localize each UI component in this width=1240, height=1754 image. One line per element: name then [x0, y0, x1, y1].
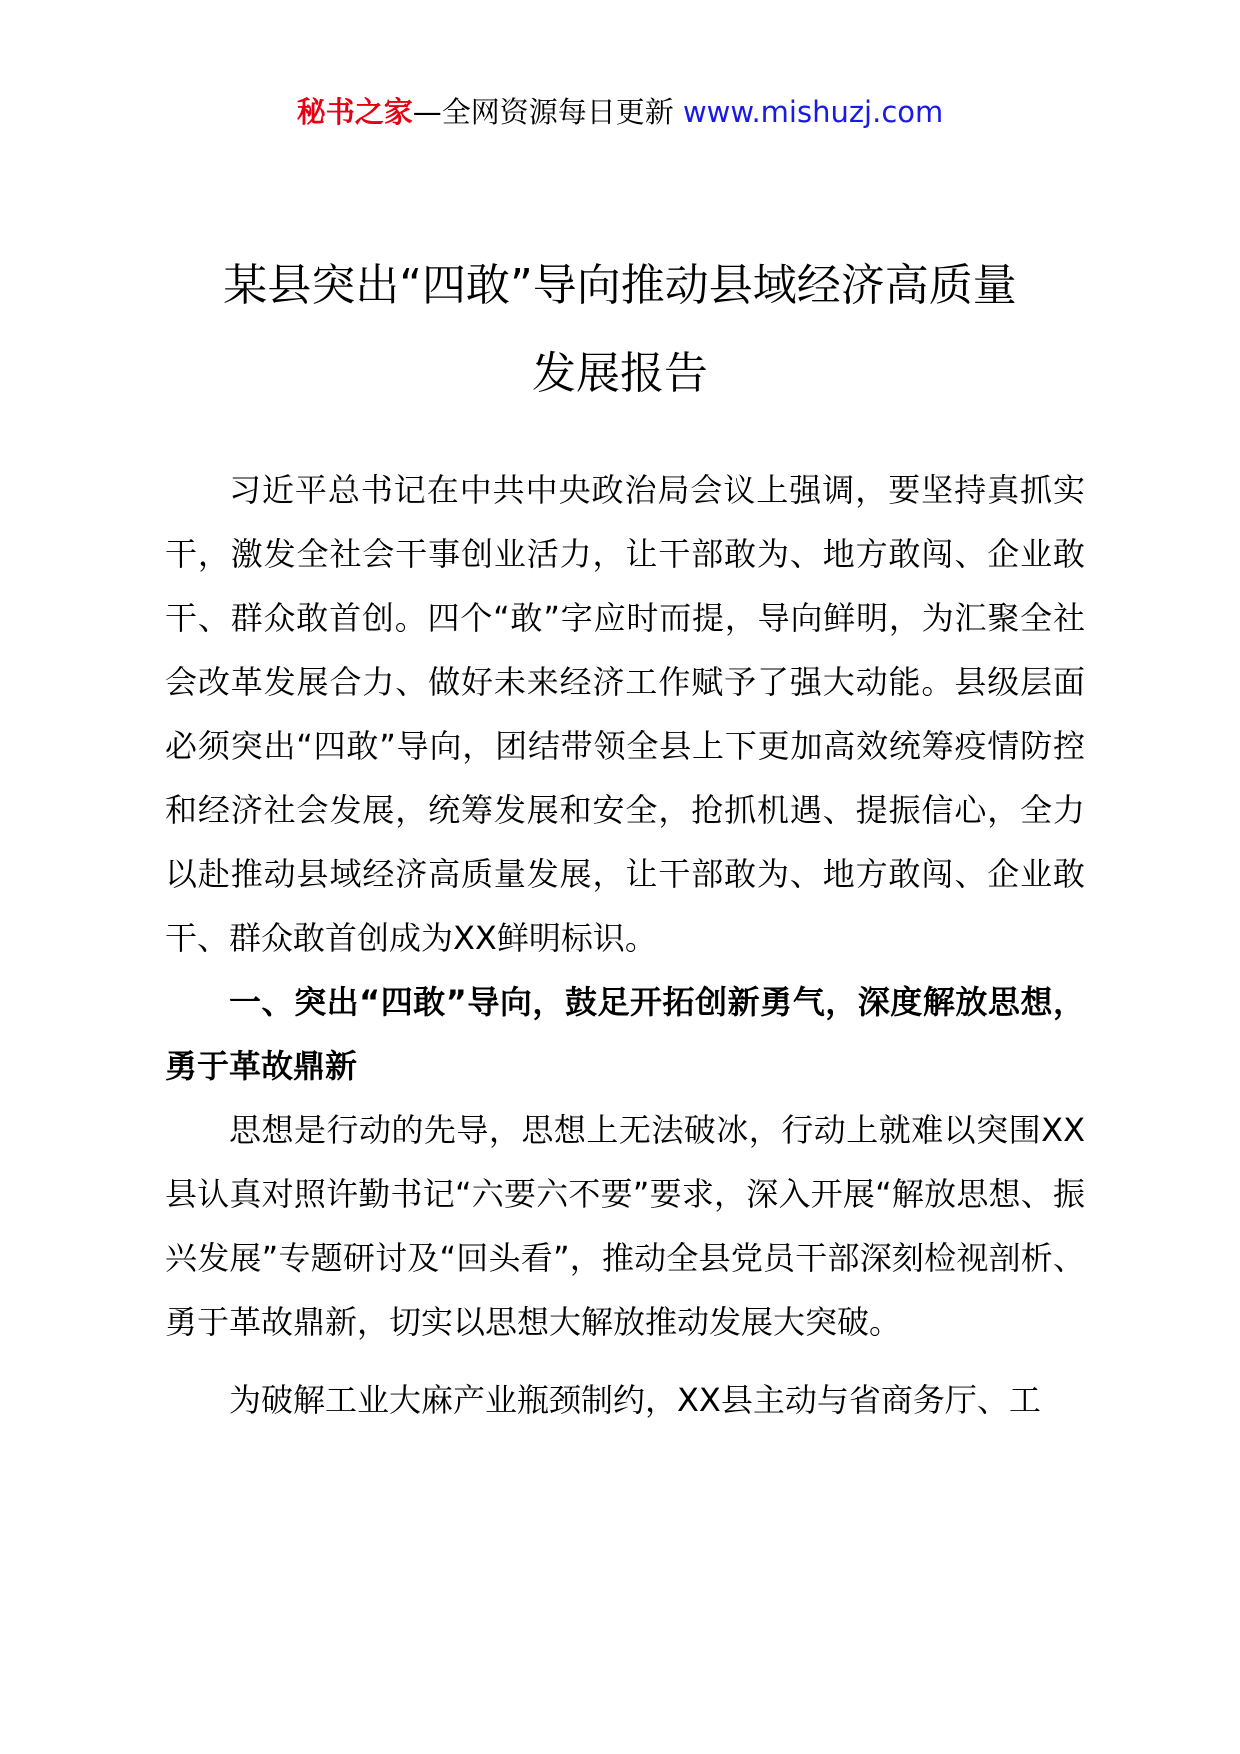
site-tagline: —全网资源每日更新: [412, 95, 674, 129]
document-title-line-2: 发展报告: [532, 348, 708, 399]
site-header: [0, 92, 1240, 132]
document-title-line-1: 某县突出“四敢”导向推动县域经济高质量: [223, 260, 1017, 311]
section-1-paragraph-1: 思想是行动的先导，思想上无法破冰，行动上就难以突围XX县认真对照许勤书记“六要六不要”要求，深入开展“解放思想、振兴发展”专题研讨及“回头看”，推动全县党员干部深刻检视剖析、勇于革故鼎新，切实以思想大解放推动发展大突破。: [165, 1111, 1085, 1341]
document-body: [165, 458, 1085, 1432]
site-url-link[interactable]: www.mishuzj.com: [682, 95, 944, 129]
section-heading-1: 一、突出“四敢”导向，鼓足开拓创新勇气，深度解放思想，勇于革故鼎新: [165, 983, 1085, 1085]
document-title: [140, 242, 1100, 418]
intro-paragraph: 习近平总书记在中共中央政治局会议上强调，要坚持真抓实干，激发全社会干事创业活力，让干部敢为、地方敢闯、企业敢干、群众敢首创。四个“敢”字应时而提，导向鲜明，为汇聚全社会改革发展合力、做好未来经济工作赋予了强大动能。县级层面必须突出“四敢”导向，团结带领全县上下更加高效统筹疫情防控和经济社会发展，统筹发展和安全，抢抓机遇、提振信心，全力以赴推动县域经济高质量发展，让干部敢为、地方敢闯、企业敢干、群众敢首创成为XX鲜明标识。: [165, 471, 1085, 957]
site-brand: 秘书之家: [296, 95, 413, 129]
section-1-paragraph-2: 为破解工业大麻产业瓶颈制约，XX县主动与省商务厅、工: [229, 1381, 1041, 1419]
